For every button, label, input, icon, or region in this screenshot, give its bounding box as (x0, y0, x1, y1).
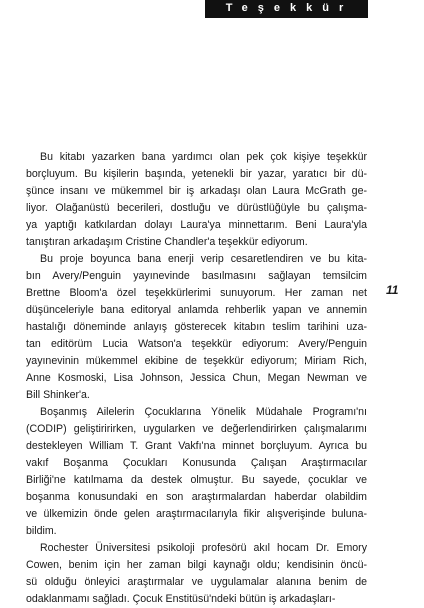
text-line: destekleyen William T. Grant Vakfı'na minnet borçluyum. Ayrıca bu (26, 440, 367, 452)
page-number: 11 (386, 283, 399, 297)
body-text (26, 149, 367, 608)
text-line: Boşanmış Ailelerin Çocuklarına Yönelik Müdahale Programı'nı (40, 406, 367, 418)
running-header (205, 0, 368, 18)
text-line: Brettne Bloom'a özel teşekkürlerimi sunuyorum. Her zaman net (26, 287, 367, 299)
text-line: Bu kitabı yazarken bana yardımcı olan pek çok kişiye teşekkür (40, 151, 367, 163)
text-line: Cowen, benim için her zaman bilgi kaynağı oldu; kendisinin öncü- (26, 559, 367, 571)
text-line: Anne Kosmoski, Lisa Johnson, Jessica Chun, Megan Newman ve (26, 372, 367, 384)
paragraph (26, 404, 367, 540)
text-line: vakıf Boşanma Çocukları Konusunda Çalışan Araştırmacılar (26, 457, 367, 469)
text-line: yayınevinin mükemmel ekibine de teşekkür ediyorum; Miriam Rich, (26, 355, 367, 367)
paragraph (26, 251, 367, 404)
text-line: düşünceleriyle bana editoryal anlamda rehberlik yapan ve annemin (26, 304, 367, 316)
text-line: borçluyum. Bu kişilerin başında, yetenekli bir yazar, yaratıcı bir dü- (26, 168, 367, 180)
paragraph (26, 540, 367, 608)
text-line: hastalığı döneminde anlayış gösterecek kitabın teslim tarihini uza- (26, 321, 367, 333)
text-line: Bu proje boyunca bana enerji verip cesaretlendiren ve bu kita- (40, 253, 367, 265)
text-line: tan editörüm Lucia Watson'a teşekkür ediyorum: Avery/Penguin (26, 338, 367, 350)
text-line: Birliği'ne katılmama da destek olmuştur. Bu sayede, çocuklar ve (26, 474, 367, 486)
text-line: bildim. (26, 525, 57, 537)
text-line: liyor. Olağanüstü becerileri, dostluğu ve dürüstlüğüyle bu çalışma- (26, 202, 367, 214)
text-line: ve ülkemizin önde gelen araştırmacılarıyla fikir alışverişinde buluna- (26, 508, 367, 520)
text-line: sü olduğu önleyici araştırmalar ve uygulamalar alanına benim de (26, 576, 367, 588)
text-line: Bill Shinker'a. (26, 389, 90, 401)
text-line: tanıştıran arkadaşım Cristine Chandler'a teşekkür ediyorum. (26, 236, 308, 248)
text-line: şünce insanı ve mükemmel bir iş arkadaşı olan Laura McGrath ge- (26, 185, 367, 197)
paragraph (26, 149, 367, 251)
text-line: ya yaptığı katkılardan dolayı Laura'ya minnettarım. Beni Laura'yla (26, 219, 367, 231)
text-line: Rochester Üniversitesi psikoloji profesörü akıl hocam Dr. Emory (40, 542, 367, 554)
text-line: bın Avery/Penguin yayınevinde basılmasını sağlayan temsilcim (26, 270, 367, 282)
text-line: boşanma konusundaki en son araştırmalardan haberdar olabildim (26, 491, 367, 503)
text-line: (CODIP) geliştiririrken, uygularken ve değerlendirirken çalışmalarımı (26, 423, 367, 435)
text-line: odaklanmamı sağladı. Çocuk Enstitüsü'ndeki bütün iş arkadaşları- (26, 593, 336, 605)
chapter-title: Teşekkür (225, 2, 354, 14)
